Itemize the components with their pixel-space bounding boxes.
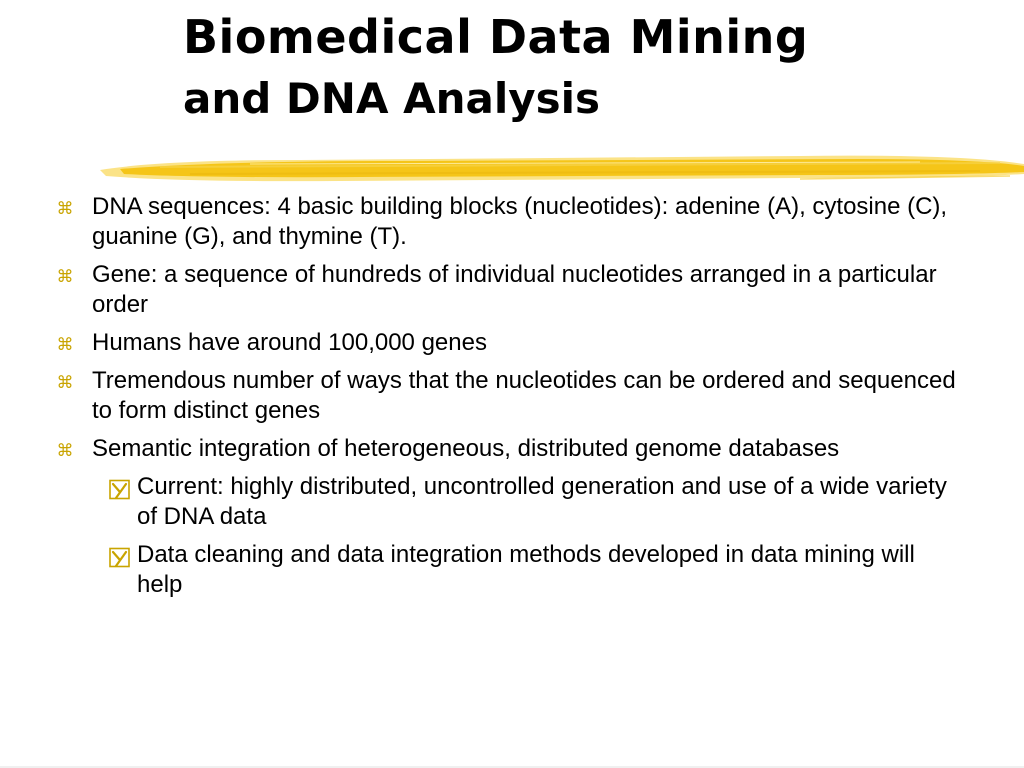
sub-bullet-text: Current: highly distributed, uncontrolled generation and use of a wide variety of DNA data <box>137 473 947 530</box>
z-bullet-icon <box>55 372 75 392</box>
slide-title-line-1: Biomedical Data Mining <box>183 10 809 64</box>
bullet-text: DNA sequences: 4 basic building blocks (nucleotides): adenine (A), cytosine (C), guanine (G), and thymine (T). <box>92 193 948 250</box>
z-bullet-icon <box>55 198 75 218</box>
title-underline-brush-stroke <box>100 148 1024 188</box>
bullet-item-dna-sequences <box>0 192 1024 252</box>
slide-title <box>183 6 808 130</box>
bullet-text: Gene: a sequence of hundreds of individual nucleotides arranged in a particular order <box>92 261 937 318</box>
svg-text:⌘: ⌘ <box>56 199 74 218</box>
bullet-item-humans-genes <box>0 328 1024 358</box>
slide-title-line-2: and DNA Analysis <box>183 74 600 123</box>
svg-text:⌘: ⌘ <box>56 373 74 392</box>
bullet-item-semantic-integration <box>0 434 1024 464</box>
bullet-text: Tremendous number of ways that the nucleotides can be ordered and sequenced to form distinct genes <box>92 367 956 424</box>
bullet-list <box>0 192 1024 608</box>
z-bullet-icon <box>55 266 75 286</box>
sub-bullet-item-current <box>0 472 1024 532</box>
bullet-text: Humans have around 100,000 genes <box>92 329 487 356</box>
bullet-item-gene <box>0 260 1024 320</box>
svg-text:⌘: ⌘ <box>56 441 74 460</box>
svg-text:⌘: ⌘ <box>56 267 74 286</box>
z-bullet-icon <box>55 334 75 354</box>
sub-bullet-item-data-cleaning <box>0 540 1024 600</box>
y-checkbox-bullet-icon <box>108 479 132 500</box>
bullet-text: Semantic integration of heterogeneous, distributed genome databases <box>92 435 840 462</box>
y-checkbox-bullet-icon <box>108 547 132 568</box>
sub-bullet-text: Data cleaning and data integration methods developed in data mining will help <box>137 541 915 598</box>
bullet-item-tremendous-number <box>0 366 1024 426</box>
z-bullet-icon <box>55 440 75 460</box>
svg-text:⌘: ⌘ <box>56 335 74 354</box>
